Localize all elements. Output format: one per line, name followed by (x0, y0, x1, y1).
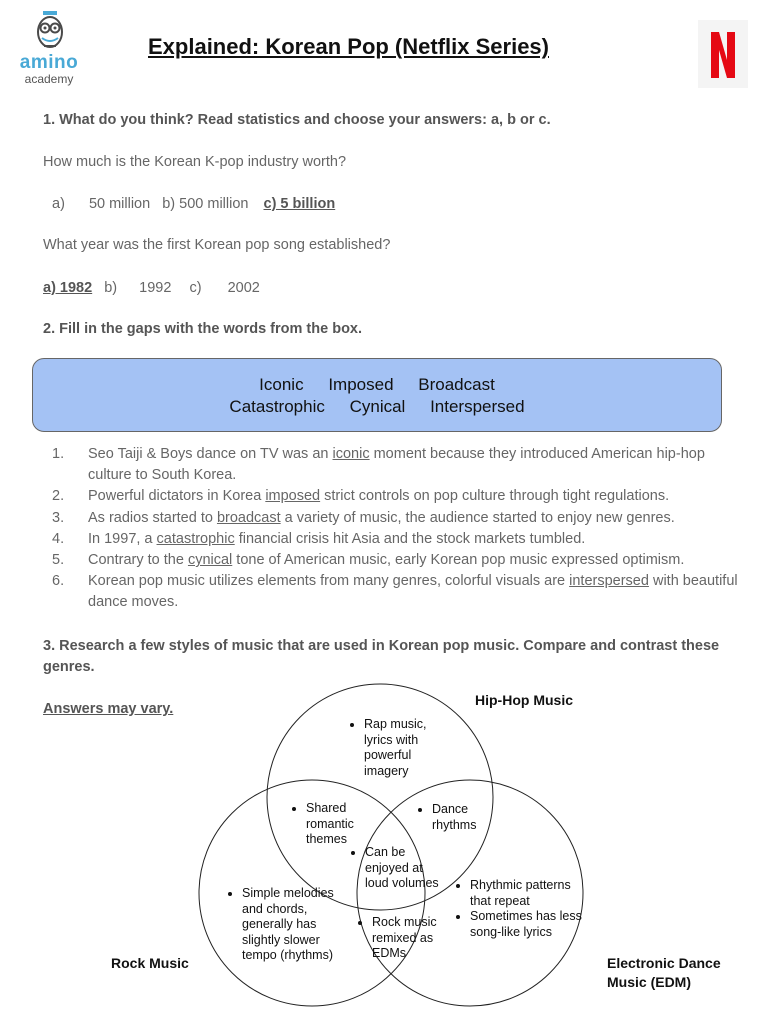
answer-word: broadcast (216, 509, 281, 526)
q2-option-c-value: 2002 (227, 280, 260, 296)
list-item: 1. Seo Taiji & Boys dance on TV was an iconic moment because they introduced American hip-hop culture to South Korea. (52, 446, 705, 484)
q2-option-a-answer: a) 1982 (43, 280, 93, 296)
hiphop-label: Hip-Hop Music (475, 692, 573, 708)
section2-heading: 2. Fill in the gaps with the words from the box. (43, 321, 363, 337)
page-title: Explained: Korean Pop (Netflix Series) (148, 34, 549, 59)
edm-label-line2: Music (EDM) (607, 974, 691, 990)
list-item: 6. Korean pop music utilizes elements from many genres, colorful visuals are interspersed with beautiful dance moves. (52, 573, 738, 611)
list-item: 5. Contrary to the cynical tone of American music, early Korean pop music expressed optimism. (52, 552, 685, 569)
brand-sub: academy (24, 72, 74, 86)
edm-label-line1: Electronic Dance (607, 955, 721, 971)
word-broadcast: Broadcast (418, 375, 495, 394)
section3-heading-line1: 3. Research a few styles of music that are used in Korean pop music. Compare and contrast these (43, 638, 720, 654)
q2-option-b-value: 1992 (139, 280, 172, 296)
hiphop-only-notes: • Rap music, lyrics with powerful imagery (350, 717, 430, 779)
q1-option-c-answer: c) 5 billion (263, 196, 336, 212)
answer-word: interspersed (569, 573, 649, 590)
word-catastrophic: Catastrophic (229, 397, 325, 416)
q2-option-c-letter: c) (189, 280, 202, 296)
q1-option-b: b) 500 million (162, 196, 249, 212)
q1-option-a-value: 50 million (88, 196, 151, 212)
word-interspersed: Interspersed (430, 397, 525, 416)
list-item: 3. As radios started to broadcast a variety of music, the audience started to enjoy new genres. (52, 509, 675, 526)
answers-note: Answers may vary. (43, 701, 174, 717)
answer-word: cynical (187, 552, 233, 569)
answer-word: catastrophic (156, 530, 235, 547)
rock-edm-notes: • Rock music remixed as EDMs (358, 915, 438, 962)
rock-only-notes: • Simple melodies and chords, generally has slightly slower tempo (rhythms) (228, 886, 338, 964)
q2-option-b-letter: b) (104, 280, 118, 296)
q1-option-a-letter: a) (52, 196, 65, 212)
rock-label: Rock Music (111, 955, 189, 971)
list-item: 4. In 1997, a catastrophic financial crisis hit Asia and the stock markets tumbled. (52, 530, 586, 547)
hiphop-rock-notes: • Shared romantic themes (292, 801, 366, 848)
question-1: How much is the Korean K-pop industry worth? (43, 154, 347, 170)
answer-word: imposed (265, 488, 321, 505)
word-imposed: Imposed (328, 375, 394, 394)
hiphop-edm-notes: • Dance rhythms (418, 802, 488, 833)
question-2: What year was the first Korean pop song established? (43, 237, 391, 253)
section3-heading-line2: genres. (43, 659, 95, 675)
edm-only-notes: • Rhythmic patterns that repeat • Sometimes has less song-like lyrics (456, 878, 584, 940)
word-iconic: Iconic (259, 375, 304, 394)
center-notes: • Can be enjoyed at loud volumes (351, 845, 441, 892)
brand-word: amino (19, 52, 79, 73)
word-cynical: Cynical (349, 397, 406, 416)
list-item: 2. Powerful dictators in Korea imposed strict controls on pop culture through tight regulations. (52, 488, 670, 505)
section1-heading: 1. What do you think? Read statistics and choose your answers: a, b or c. (43, 112, 551, 128)
answer-word: iconic (332, 446, 370, 462)
